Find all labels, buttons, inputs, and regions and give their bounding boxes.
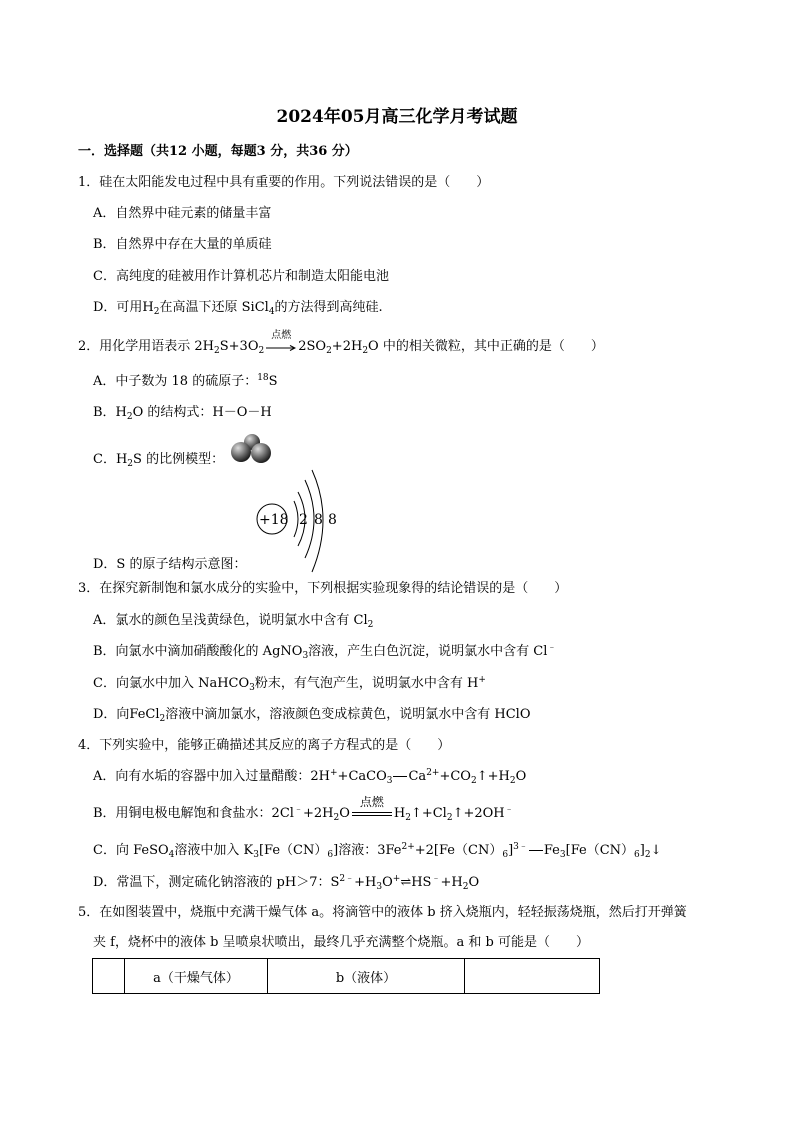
text: S <box>268 374 278 389</box>
reaction-condition: 点燃 <box>271 329 292 341</box>
text: O <box>382 875 393 890</box>
table-header-row <box>93 959 600 994</box>
table-header-cell: a（干燥气体） <box>125 959 268 994</box>
text: ⇌HS <box>400 875 432 890</box>
charge: + <box>478 675 486 685</box>
text: ↑+H <box>476 769 510 784</box>
shell-electrons: 2 <box>299 512 308 528</box>
text: ↓ <box>650 843 662 858</box>
text: 溶液，产生白色沉淀，说明氯水中含有 Cl <box>308 644 548 659</box>
question-3-option-b: B．向氯水中滴加硝酸酸化的 AgNO$_3$溶液，产生白色沉淀，说明氯水中含有 Cl﹣ <box>93 643 557 661</box>
text: Fe <box>543 843 560 858</box>
question-1-option-b: B．自然界中存在大量的单质硅 <box>93 237 272 252</box>
text: B．用铜电极电解饱和食盐水：2Cl <box>93 806 294 821</box>
question-5-table <box>92 958 600 994</box>
mass-number: 18 <box>257 373 269 383</box>
equals-line <box>529 850 543 851</box>
text: D．向FeCl <box>93 707 160 722</box>
question-2-option-b: B．$H_2O$ 的结构式：H－O－H <box>93 405 272 422</box>
text: C．向氯水中加入 NaHCO <box>93 676 250 691</box>
text: ↑+2OH <box>452 806 505 821</box>
question-3-option-a: A．氯水的颜色呈浅黄绿色，说明氯水中含有 $Cl_2$ <box>93 613 374 630</box>
question-2-stem: 2．用化学用语表示 $2H_2S+3O_2$ 点燃 $2SO_2+2H_2O$ 中的相关微粒，其中正确的是（ ） <box>78 329 604 356</box>
space-filling-model-icon <box>228 432 276 464</box>
question-1-option-d: D．可用$H_2$在高温下还原 SiCl$_4$的方法得到高纯硅. <box>93 300 383 317</box>
reaction-arrow <box>266 329 296 354</box>
question-2-option-c: C．$H_2S$ 的比例模型： <box>93 452 225 469</box>
text: O <box>339 806 350 821</box>
text: O 中的相关微粒，其中正确的是（ ） <box>368 339 604 354</box>
text: +H <box>354 875 377 890</box>
charge: ﹣ <box>547 643 557 653</box>
text: O <box>515 769 527 784</box>
question-4-option-a: A．向有水垢的容器中加入过量醋酸：2H++CaCO$_3$ $Ca^{2+}+CO_2↑+H_2O$ <box>93 768 527 786</box>
text: 的方法得到高纯硅. <box>274 300 383 315</box>
table-header-cell: b（液体） <box>268 959 465 994</box>
text: ]溶液：3Fe <box>333 843 402 858</box>
equals-line <box>393 776 407 777</box>
text: A．氯水的颜色呈浅黄绿色，说明氯水中含有 Cl <box>93 613 368 628</box>
question-2-option-d: D．S 的原子结构示意图： <box>93 557 247 572</box>
text: 溶液中滴加氯水，溶液颜色变成棕黄色，说明氯水中含有 HClO <box>165 707 531 722</box>
question-5-stem-line-2: 夹 f，烧杯中的液体 b 呈喷泉状喷出，最终几乎充满整个烧瓶。a 和 b 可能是（ ） <box>93 935 590 950</box>
text: S 的比例模型： <box>133 452 225 467</box>
text: +2[Fe（CN） <box>414 843 503 858</box>
text: ] <box>639 843 645 858</box>
reaction-double-line <box>352 794 392 821</box>
text: O <box>468 875 480 890</box>
text: +CO <box>439 769 471 784</box>
text: D．常温下，测定硫化钠溶液的 pH＞7：S <box>93 875 340 890</box>
nucleus-charge: +18 <box>259 512 289 528</box>
table-header-cell <box>465 959 600 994</box>
question-4-option-b: B．用铜电极电解饱和食盐水：$2Cl^﹣+2H_2O$ 点燃 $H_2↑+Cl_2↑+2OH^﹣$ <box>93 794 514 823</box>
text: ↑+Cl <box>410 806 447 821</box>
text: +CaCO <box>337 769 387 784</box>
text: D．可用H <box>93 300 154 315</box>
question-3-stem: 3．在探究新制饱和氯水成分的实验中，下列根据实验现象得的结论错误的是（ ） <box>78 581 568 596</box>
question-2-option-a <box>93 373 278 391</box>
question-1-option-c: C．高纯度的硅被用作计算机芯片和制造太阳能电池 <box>93 269 389 284</box>
text: 2SO <box>298 339 327 354</box>
text: ] <box>508 843 514 858</box>
arrow-icon <box>266 345 296 351</box>
text: +2H <box>302 806 334 821</box>
text: [Fe（CN） <box>258 843 328 858</box>
question-3-option-c: C．向氯水中加入 NaHCO$_3$粉末，有气泡产生，说明氯水中含有 H+ <box>93 675 486 693</box>
text: B．向氯水中滴加硝酸酸化的 AgNO <box>93 644 303 659</box>
text: A．向有水垢的容器中加入过量醋酸：2H <box>93 769 330 784</box>
question-4-option-c: C．向 FeSO$_4$溶液中加入 $K_3[Fe(CN)_6]$溶液：$3Fe^{2+}+2[Fe(CN)_6]^{3﹣}$ $Fe_3[Fe(CN)_6]_2↓$ <box>93 842 662 860</box>
question-1-option-a: A．自然界中硅元素的储量丰富 <box>93 206 272 221</box>
text: +H <box>440 875 463 890</box>
text: 2．用化学用语表示 2H <box>78 339 215 354</box>
reaction-condition: 点燃 <box>359 794 384 809</box>
text: C．H <box>93 452 128 467</box>
question-5-stem-line-1: 5．在如图装置中，烧瓶中充满干燥气体 a。将滴管中的液体 b 挤入烧瓶内，轻轻振荡烧瓶，然后打开弹簧 <box>78 905 687 920</box>
shell-electrons: 8 <box>328 512 337 528</box>
section-heading: 一．选择题（共12 小题，每题3 分，共36 分） <box>78 144 358 159</box>
text: 粉末，有气泡产生，说明氯水中含有 H <box>254 676 479 691</box>
text: B．H <box>93 405 127 420</box>
table-header-cell <box>93 959 125 994</box>
text: O 的结构式：H－O－H <box>132 405 272 420</box>
text: S+3O <box>219 339 259 354</box>
page-title: 2024年05月高三化学月考试题 <box>276 107 518 127</box>
text: +2H <box>331 339 363 354</box>
text: Ca <box>408 769 427 784</box>
text: H <box>393 806 406 821</box>
question-4-option-d: D．常温下，测定硫化钠溶液的 pH＞7：$S^{2﹣}+H_3O^+\rightleftharpoons HS^﹣+H_2O$ <box>93 874 480 892</box>
text: 在高温下还原 SiCl <box>159 300 269 315</box>
question-4-stem: 4．下列实验中，能够正确描述其反应的离子方程式的是（ ） <box>78 738 451 753</box>
text: C．向 FeSO <box>93 843 169 858</box>
question-1-stem: 1．硅在太阳能发电过程中具有重要的作用。下列说法错误的是（ ） <box>78 175 490 190</box>
text: [Fe（CN） <box>565 843 635 858</box>
text: A．中子数为 18 的硫原子： <box>93 374 258 389</box>
shell-electrons: 8 <box>314 512 323 528</box>
question-3-option-d: D．向FeCl$_2$溶液中滴加氯水，溶液颜色变成棕黄色，说明氯水中含有 HClO <box>93 707 531 724</box>
text: 溶液中加入 K <box>174 843 254 858</box>
